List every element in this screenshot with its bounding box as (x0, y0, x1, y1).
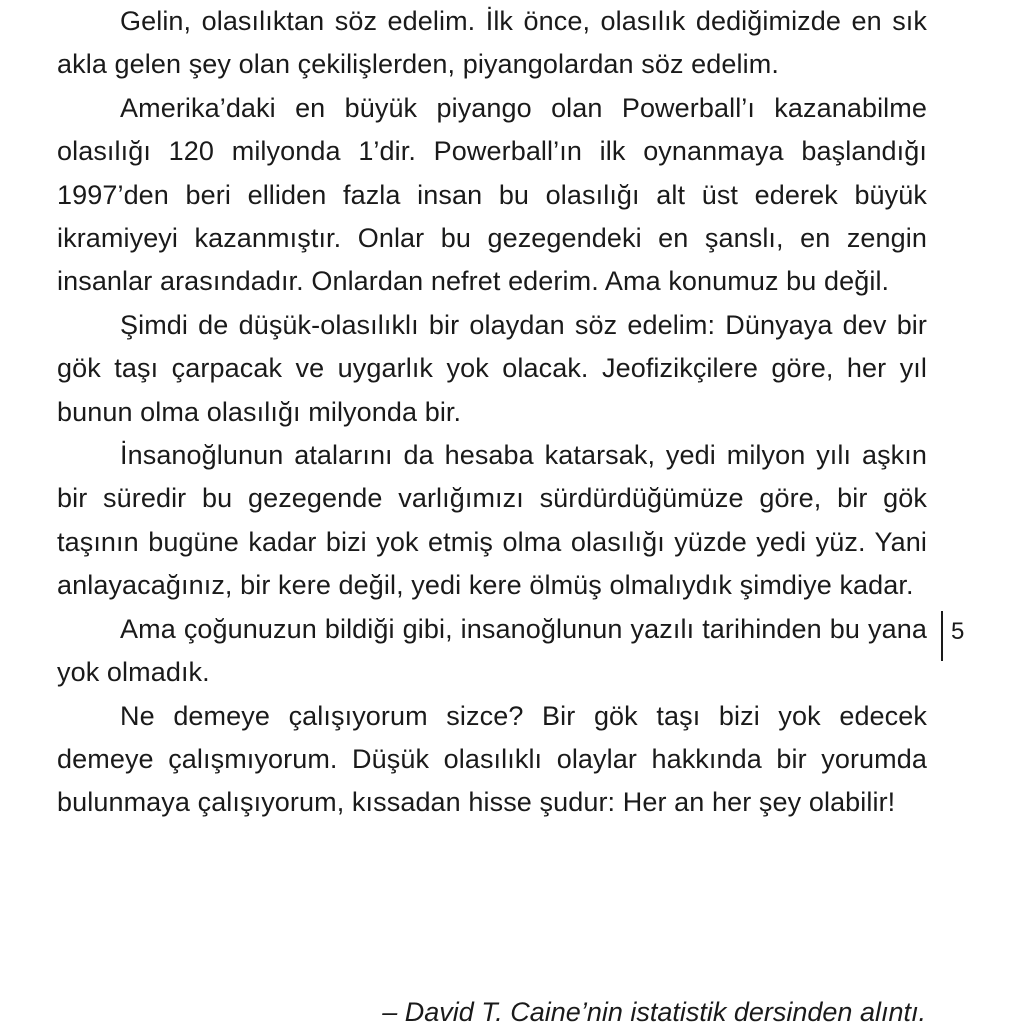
page-number: 5 (951, 618, 965, 645)
attribution-quote: – David T. Caine’nin istatistik dersinden alıntı. (382, 997, 926, 1027)
paragraph-5: Ama çoğunuzun bildiği gibi, insanoğlunun yazılı tarihinden bu yana yok olmadık. (57, 613, 927, 688)
body-text (57, 0, 927, 825)
paragraph-4: İnsanoğlunun atalarını da hesaba katarsak, yedi milyon yılı aşkın bir süredir bu gezegende varlığımızı sürdürdüğümüze göre, bir gök taşının bugüne kadar bizi yok etmiş olma olasılığı yüzde yedi yüz. Yani anlayacağınız, bir kere değil, yedi kere ölmüş olmalıydık şimdiye kadar. (57, 440, 927, 601)
page-number-rule (941, 611, 943, 661)
paragraph-1: Gelin, olasılıktan söz edelim. İlk önce, olasılık dediğimizde en sık akla gelen şey olan çekilişlerden, piyangolardan söz edelim. (57, 6, 927, 80)
paragraph-2: Amerika’daki en büyük piyango olan Powerball’ı kazanabilme olasılığı 120 milyonda 1’dir. Powerball’ın ilk oynanmaya başlandığı 1997’den beri elliden fazla insan bu olasılığı alt üst ederek büyük ikramiyeyi kazanmıştır. Onlar bu gezegendeki en şanslı, en zengin insanlar arasındadır. Onlardan nefret ederim. Ama konumuz bu değil. (57, 92, 927, 297)
paragraph-3: Şimdi de düşük-olasılıklı bir olaydan söz edelim: Dünyaya dev bir gök taşı çarpacak ve uygarlık yok olacak. Jeofizikçilere göre, her yıl bunun olma olasılığı milyonda bir. (57, 309, 927, 427)
paragraph-6: Ne demeye çalışıyorum sizce? Bir gök taşı bizi yok edecek demeye çalışmıyorum. Düşük olasılıklı olaylar hakkında bir yorumda bulunmaya çalışıyorum, kıssadan hisse şudur: Her an her şey olabilir! (57, 700, 927, 818)
